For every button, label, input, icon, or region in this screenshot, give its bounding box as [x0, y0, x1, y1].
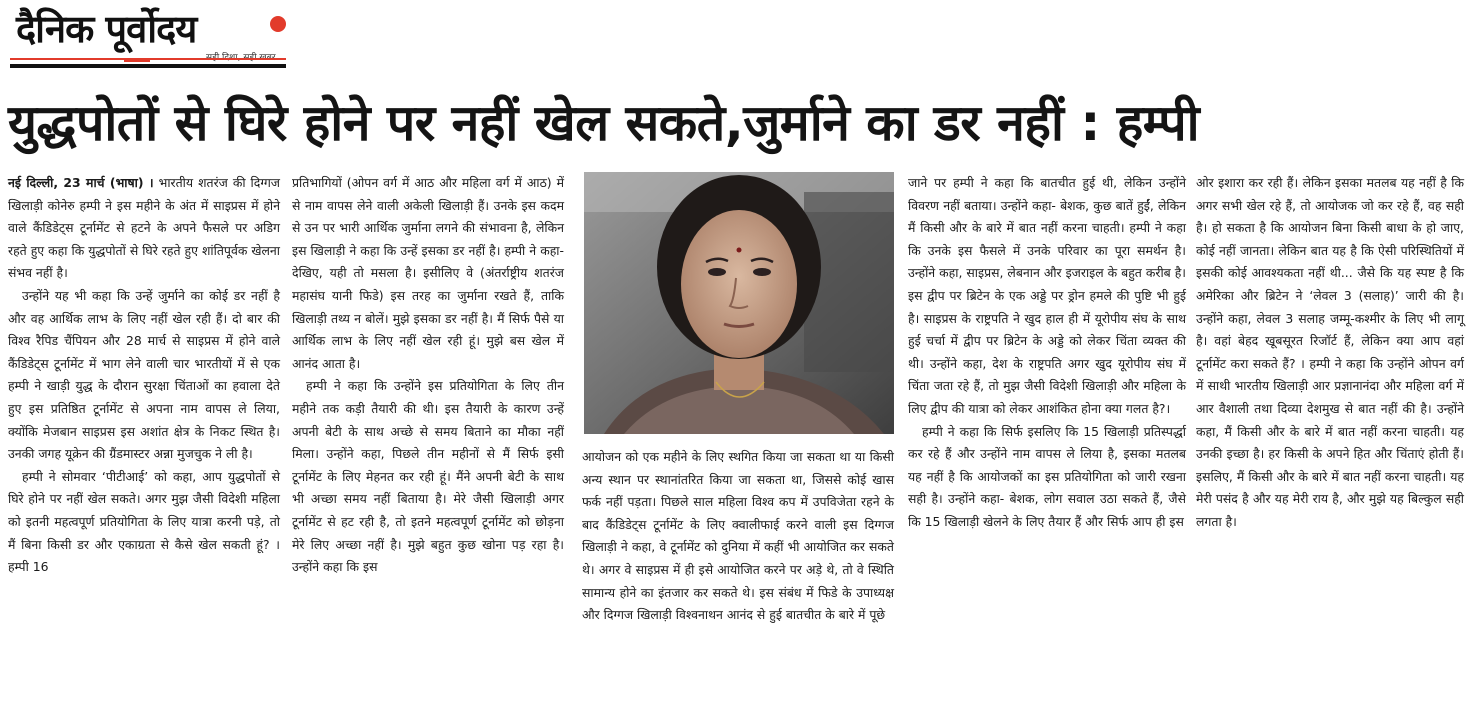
article-paragraph: प्रतिभागियों (ओपन वर्ग में आठ और महिला वर्ग में आठ) में से नाम वापस लेने वाली अकेली खिलाड़ी हैं। उनके इस कदम से उन पर भारी आर्थिक जुर्माना लगने की संभावना है, लेकिन इस खिलाड़ी ने कहा कि उन्हें इसका डर नहीं है। हम्पी ने कहा- देखिए, यही तो मसला है। इसीलिए वे (अंतर्राष्ट्रीय शतरंज महासंघ यानी फिडे) इस तरह का जुर्माना रखते हैं, ताकि खिलाड़ी तथ्य न बोलें। मुझे इसका डर नहीं है। मैं सिर्फ पैसे या आर्थिक लाभ के लिए नहीं खेल रही हूं। मुझे बस खेल में आनंद आता है। — [292, 175, 564, 371]
article-column-4 — [908, 172, 1186, 702]
newspaper-tagline — [206, 50, 276, 63]
masthead-red-accent — [124, 59, 150, 62]
article-paragraph: जाने पर हम्पी ने कहा कि बातचीत हुई थी, लेकिन उन्होंने विवरण नहीं बताया। उन्होंने कहा- बेशक, कुछ बातें हुईं, लेकिन मैं किसी और के बारे में बात नहीं करना चाहती। हम्पी ने कहा कि उनके इस फैसले में उनके परिवार का पूरा समर्थन है। उन्होंने कहा, साइप्रस, लेबनान और इजराइल के बहुत करीब है। इस द्वीप पर ब्रिटेन के एक अड्डे पर ड्रोन हमले की पुष्टि भी हुई है। साइप्रस के राष्ट्रपति ने खुद हाल ही में यूरोपीय संघ के साथ हुई चर्चा में द्वीप पर ब्रिटेन के अड्डे को लेकर चिंता व्यक्त की थी। उन्होंने कहा, देश के राष्ट्रपति अगर खुद यूरोपीय संघ में चिंता जता रहे हैं, तो मुझ जैसी विदेशी खिलाड़ी और महिला के लिए द्वीप की यात्रा को लेकर आशंकित होना क्या गलत है?। — [908, 175, 1186, 416]
paragraph-text: भारतीय शतरंज की दिग्गज खिलाड़ी कोनेरु हम्पी ने इस महीने के अंत में साइप्रस में होने वाले कैंडिडेट्स टूर्नामेंट से हटने के अपने फैसले पर अडिग रहते हुए कहा कि युद्धपोतों से घिरे रहते हुए शांतिपूर्वक खेलना संभव नहीं है। — [8, 175, 280, 281]
masthead — [8, 4, 298, 70]
article-column-5 — [1196, 172, 1464, 702]
article-paragraph: ओर इशारा कर रही हैं। लेकिन इसका मतलब यह नहीं है कि अगर सभी खेल रहे हैं, तो आयोजक जो कर रहे हैं, वह सही है। हो सकता है कि आयोजन बिना किसी बाधा के हो जाए, कोई नहीं जानता। लेकिन बात यह है कि ऐसी परिस्थितियों में इसकी कोई आवश्यकता नहीं थी... जैसे कि यह स्पष्ट है कि अमेरिका और ब्रिटेन ने ‘लेवल 3 (सलाह)’ जारी की है। उन्होंने कहा, लेवल 3 सलाह जम्मू-कश्मीर के लिए भी लागू है। वहां बेहद खूबसूरत रिजॉर्ट हैं, लेकिन क्या आप वहां टूर्नामेंट करा सकते हैं? । हम्पी ने कहा कि उन्होंने ओपन वर्ग में साथी भारतीय खिलाड़ी आर प्रज्ञानानंदा और महिला वर्ग में आर वैशाली तथा दिव्या देशमुख से बात नहीं की है। उन्होंने कहा, मैं किसी और के बारे में बात नहीं करना चाहती। यह उनकी इच्छा है। हर किसी के अपने हित और चिंताएं होती हैं। इसलिए, मैं किसी और के बारे में बात नहीं करना चाहती। यह मेरी पसंद है और यह मेरी राय है, और मुझे यह बिल्कुल सही लगता है। — [1196, 175, 1464, 529]
dateline: नई दिल्ली, 23 मार्च (भाषा) । — [8, 175, 154, 190]
article-paragraph: हम्पी ने कहा कि उन्होंने इस प्रतियोगिता के लिए तीन महीने तक कड़ी तैयारी की थी। इस तैयारी के कारण उन्हें अपनी बेटी के साथ अच्छे से समय बिताने का मौका नहीं मिला। उन्होंने कहा, पिछले तीन महीनों से मैं सिर्फ इसी टूर्नामेंट के लिए मेहनत कर रही हूं। मैंने अपनी बेटी के साथ भी अच्छा समय नहीं बिताया है। मेरे जैसी खिलाड़ी अगर टूर्नामेंट से हट रही है, तो इतने महत्वपूर्ण टूर्नामेंट को छोड़ना मेरे लिए अच्छा नहीं है। मुझे बहुत कुछ खोना पड़ रहा है। उन्होंने कहा कि इस — [292, 378, 564, 575]
portrait-image — [584, 172, 894, 434]
masthead-black-rule — [10, 64, 286, 68]
article-photo — [584, 172, 894, 434]
logo-dot-icon — [270, 16, 286, 32]
newspaper-logo: दैनिक पूर्वोदय — [16, 7, 197, 51]
article-column-2 — [292, 172, 564, 702]
article-column-1 — [8, 172, 280, 702]
article-paragraph: हम्पी ने सोमवार ‘पीटीआई’ को कहा, आप युद्धपोतों से घिरे होने पर नहीं खेल सकते। अगर मुझ जैसी विदेशी महिला को इतनी महत्वपूर्ण प्रतियोगिता के लिए यात्रा करनी पड़े, तो मैं बिना किसी डर और एकाग्रता से कैसे खेल सकती हूं? । हम्पी 16 — [8, 468, 280, 575]
article-column-3 — [582, 446, 894, 702]
article-paragraph: आयोजन को एक महीने के लिए स्थगित किया जा सकता था या किसी अन्य स्थान पर स्थानांतरित किया जा सकता था, जिससे कोई खास फर्क नहीं पड़ता। पिछले साल महिला विश्व कप में उपविजेता रहने के बाद कैंडिडेट्स टूर्नामेंट के लिए क्वालीफाई करने वाली इस दिग्गज खिलाड़ी ने कहा, वे टूर्नामेंट को दुनिया में कहीं भी आयोजित कर सकते थे। अगर वे साइप्रस में ही इसे आयोजित करने पर अड़े थे, तो वे स्थिति सामान्य होने का इंतजार कर सकते थे। इस संबंध में फिडे के उपाध्यक्ष और दिग्गज खिलाड़ी विश्वनाथन आनंद से हुई बातचीत के बारे में पूछे — [582, 449, 894, 623]
article-paragraph: हम्पी ने कहा कि सिर्फ इसलिए कि 15 खिलाड़ी प्रतिस्पर्द्धा कर रहे हैं और उन्होंने नाम वापस ले लिया है, इसका मतलब यह नहीं है कि आयोजकों का इस प्रतियोगिता को जारी रखना सही है। उन्होंने कहा- बेशक, लोग सवाल उठा सकते हैं, जैसे कि 15 खिलाड़ी खेलने के लिए तैयार हैं और सिर्फ आप ही इस — [908, 423, 1186, 529]
article-paragraph: उन्होंने यह भी कहा कि उन्हें जुर्माने का कोई डर नहीं है और वह आर्थिक लाभ के लिए नहीं खेल रही हैं। दो बार की विश्व रैपिड चैंपियन और 28 मार्च से साइप्रस में होने वाले कैंडिडेट्स टूर्नामेंट में भाग लेने वाली चार भारतीयों में से एक हम्पी ने खाड़ी युद्ध के दौरान सुरक्षा चिंताओं का हवाला देते हुए इस प्रतिष्ठित टूर्नामेंट से अपना नाम वापस ले लिया, क्योंकि मेजबान साइप्रस इस अशांत क्षेत्र के निकट स्थित है। उनकी जगह यूक्रेन की ग्रैंडमास्टर अन्ना मुजचुक ने ली है। — [8, 287, 280, 462]
article-paragraph — [8, 172, 280, 285]
article-headline: युद्धपोतों से घिरे होने पर नहीं खेल सकते,जुर्माने का डर नहीं : हम्पी — [8, 94, 1200, 152]
